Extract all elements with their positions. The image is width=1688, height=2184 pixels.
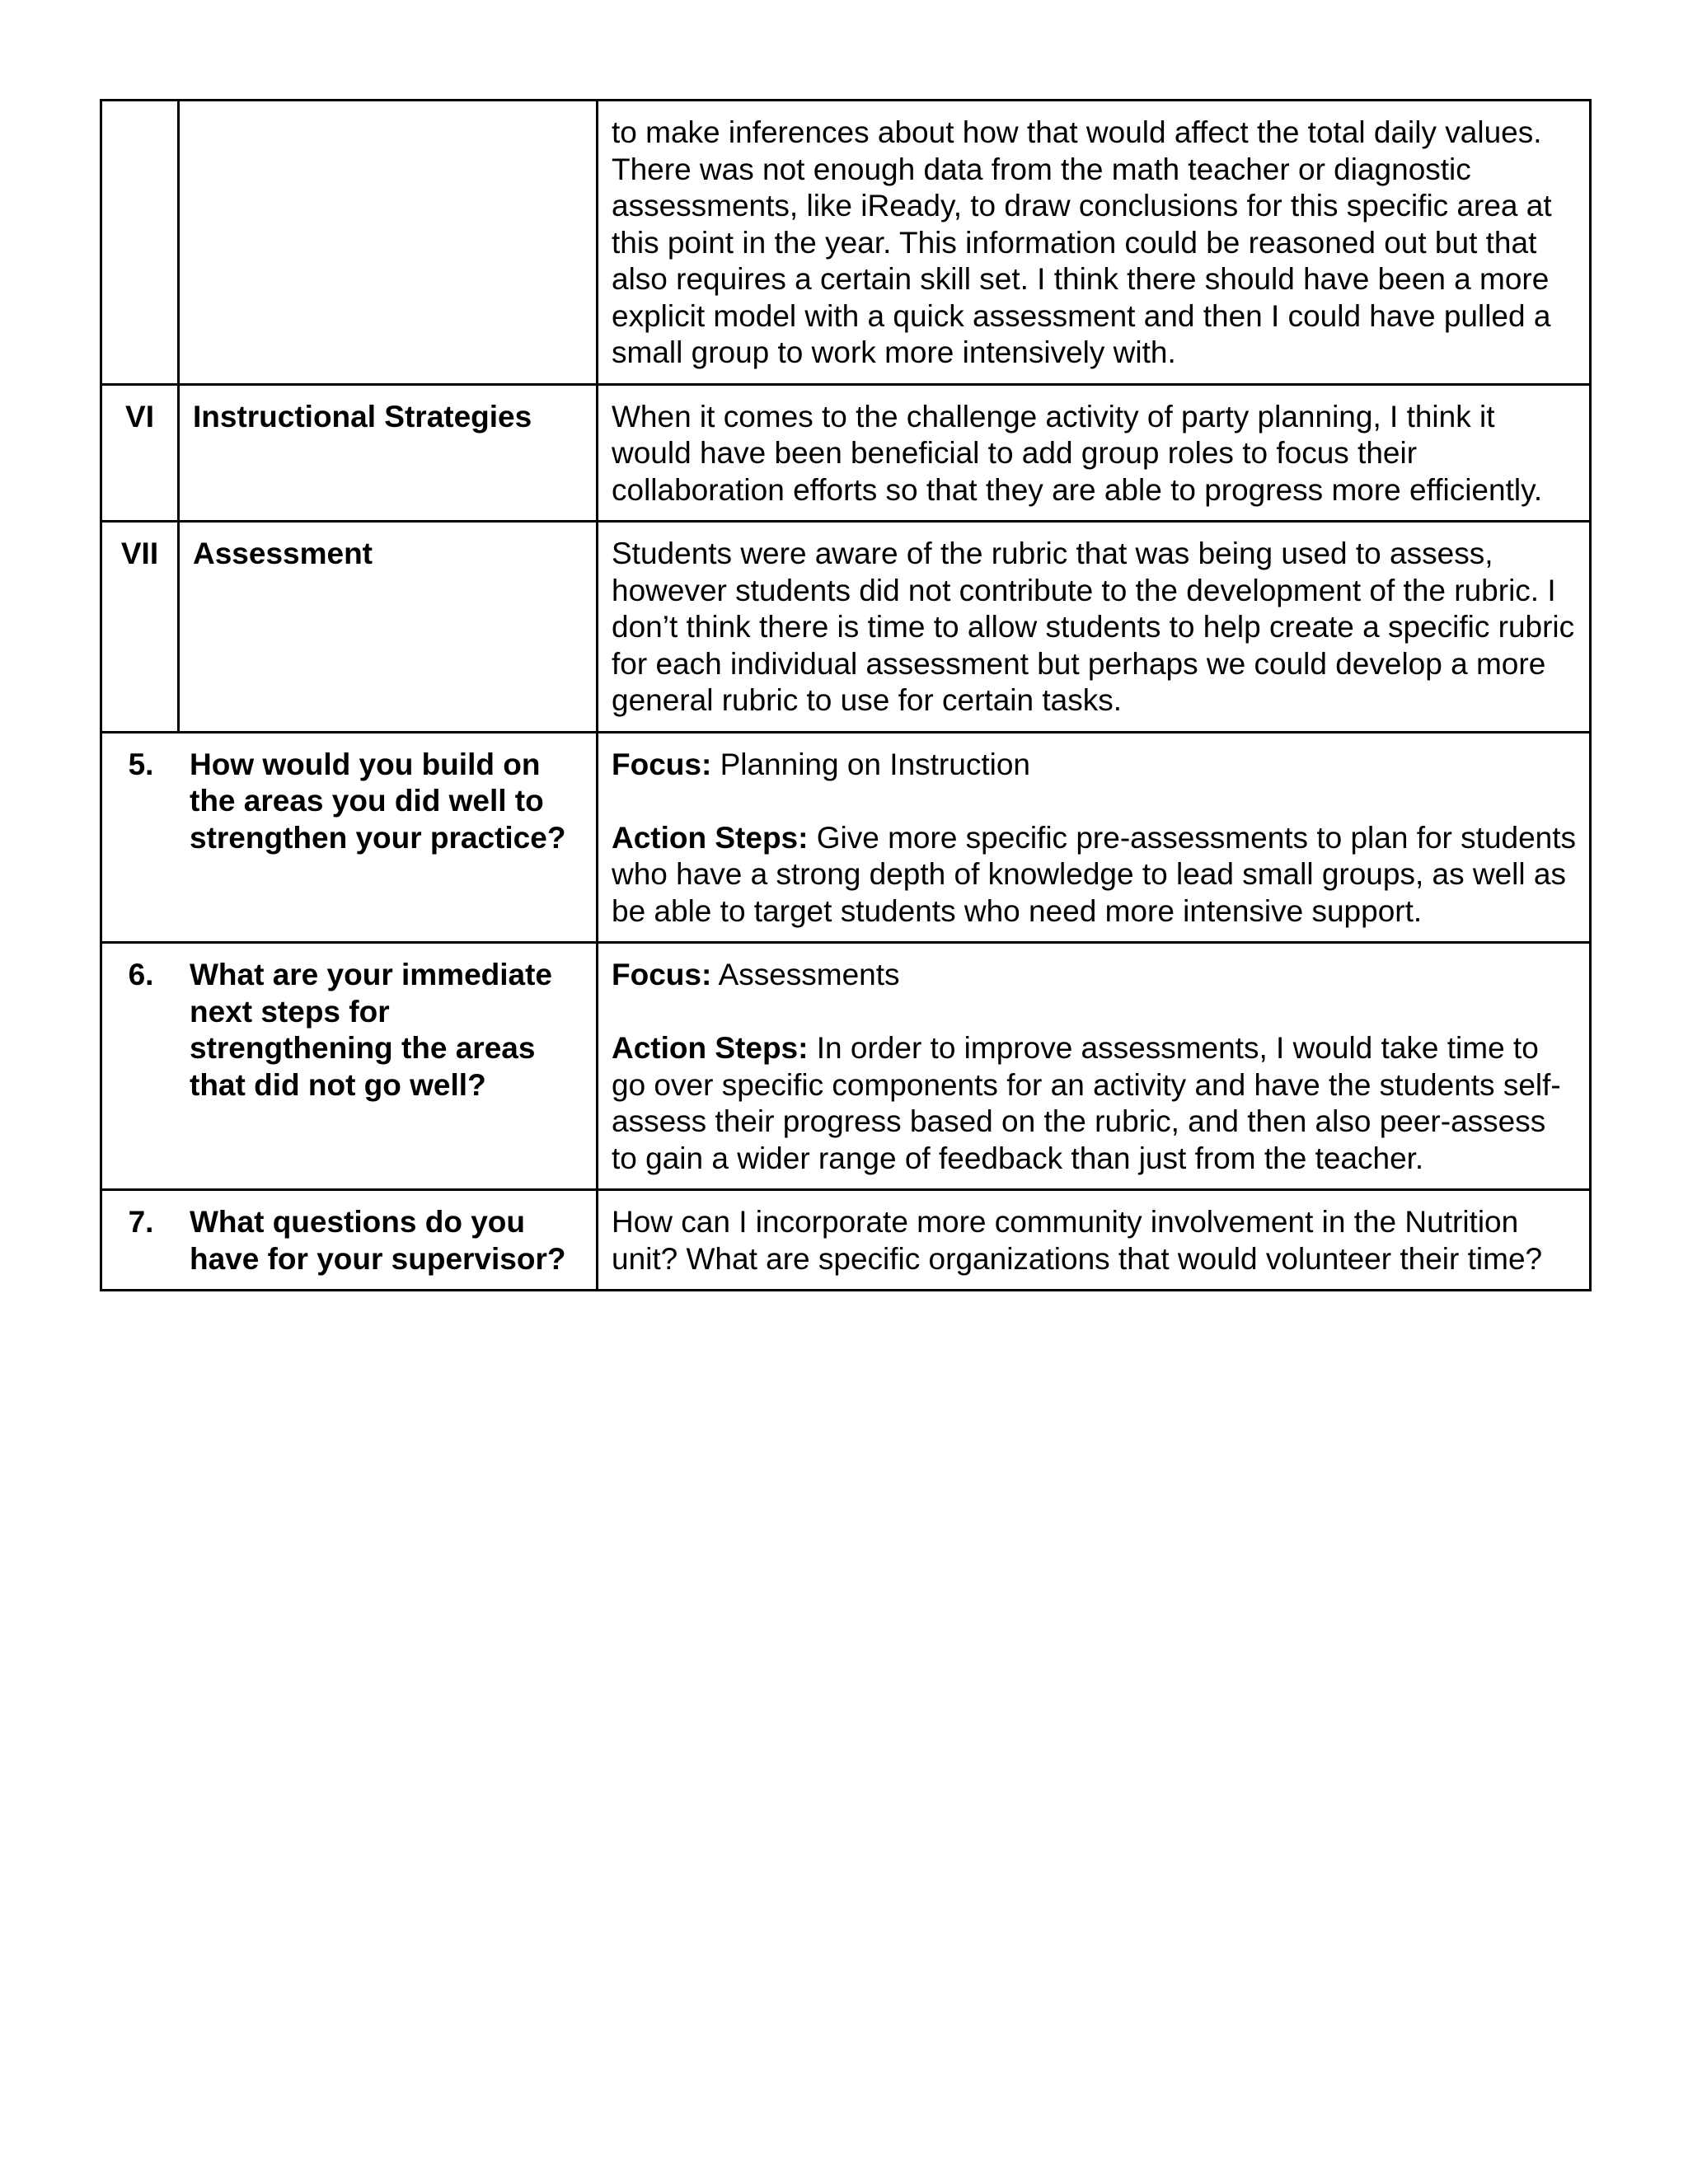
action-steps-label: Action Steps: — [612, 1031, 809, 1065]
paragraph-gap — [612, 783, 1579, 820]
answer-cell — [598, 943, 1591, 1190]
reflection-table — [100, 99, 1592, 1291]
question-cell — [101, 943, 598, 1190]
focus-line — [612, 747, 1579, 784]
question-cell — [101, 1190, 598, 1291]
table-row-question-5 — [101, 732, 1591, 943]
question-number: 7. — [128, 1205, 154, 1239]
focus-label: Focus: — [612, 747, 712, 781]
question-text: What questions do you have for your supervisor? — [190, 1205, 566, 1276]
action-steps-value: Give more specific pre-assessments to plan for students who have a strong depth of knowledge to lead small groups, as well as be able to target students who need more intensive support. — [612, 820, 1577, 928]
focus-line — [612, 957, 1579, 994]
answer-cell — [598, 1190, 1591, 1291]
table-row-question-6 — [101, 943, 1591, 1190]
response-text: to make inferences about how that would affect the total daily values. There was not enough data from the math teacher or diagnostic assessments, like iReady, to draw conclusions for this specific area at this point in the year. This information could be reasoned out but that also requires a certain skill set. I think there should have been a more explicit model with a quick assessment and then I could have pulled a small group to work more intensively with. — [612, 115, 1552, 369]
row-number-cell-empty — [101, 101, 179, 385]
question-text: What are your immediate next steps for strengthening the areas that did not go well? — [190, 958, 553, 1102]
row-number: VII — [101, 522, 179, 733]
focus-value: Planning on Instruction — [720, 747, 1030, 781]
action-steps-label: Action Steps: — [612, 820, 809, 855]
question-text: How would you build on the areas you did well to strengthen your practice? — [190, 747, 566, 855]
row-number: VI — [101, 384, 179, 522]
response-cell-continued — [598, 101, 1591, 385]
row-label: Assessment — [179, 522, 598, 733]
question-number: 5. — [128, 747, 154, 781]
response-text: Students were aware of the rubric that was being used to assess, however students did not contribute to the development of the rubric. I don’t think there is time to allow students to help create a specific rubric for each individual assessment but perhaps we could develop a more general rubric to use for certain tasks. — [612, 537, 1575, 717]
focus-label: Focus: — [612, 958, 712, 991]
action-steps — [612, 820, 1579, 930]
table-row-continued — [101, 101, 1591, 385]
answer-text: How can I incorporate more community involvement in the Nutrition unit? What are specific organizations that would volunteer their time? — [612, 1205, 1543, 1276]
question-number: 6. — [128, 958, 154, 991]
response-cell — [598, 384, 1591, 522]
answer-cell — [598, 732, 1591, 943]
action-steps — [612, 1030, 1579, 1177]
table-row-instructional-strategies — [101, 384, 1591, 522]
response-text: When it comes to the challenge activity of party planning, I think it would have been beneficial to add group roles to focus their collaboration efforts so that they are able to progress more efficiently. — [612, 399, 1543, 507]
row-label-cell-empty — [179, 101, 598, 385]
row-label: Instructional Strategies — [179, 384, 598, 522]
question-cell — [101, 732, 598, 943]
paragraph-gap — [612, 994, 1579, 1031]
table-row-question-7 — [101, 1190, 1591, 1291]
action-steps-value: In order to improve assessments, I would take time to go over specific components for an activity and have the students self-assess their progress based on the rubric, and then also peer-assess to gain a wider range of feedback than just from the teacher. — [612, 1031, 1561, 1175]
response-cell — [598, 522, 1591, 733]
table-row-assessment — [101, 522, 1591, 733]
focus-value: Assessments — [718, 958, 900, 991]
